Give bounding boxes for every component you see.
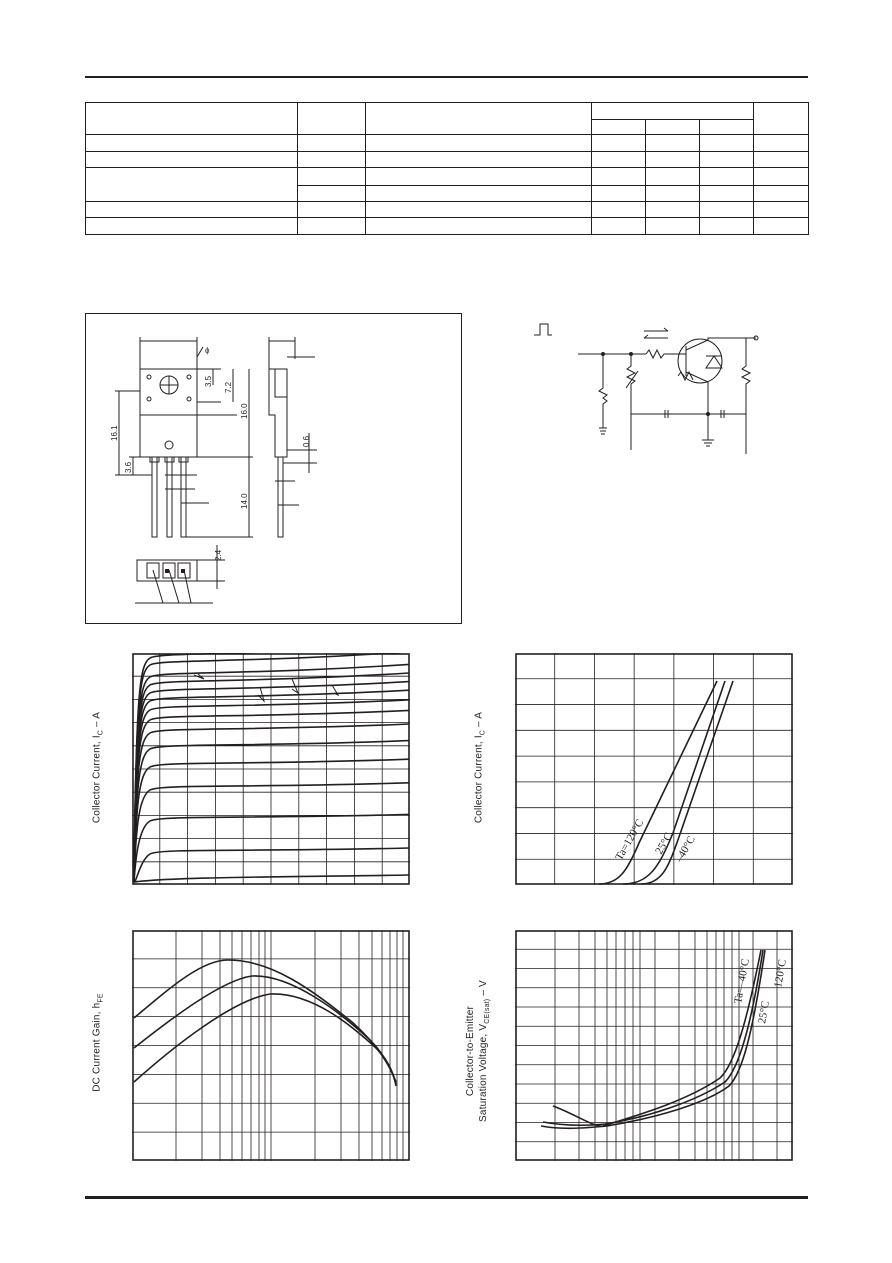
ic-curve — [134, 759, 409, 882]
table-header-row — [86, 103, 809, 120]
dim-3-5: 3.5 — [204, 375, 213, 387]
chart3-y-axis-label — [92, 983, 105, 1103]
bottom-rule — [85, 1196, 808, 1199]
top-rule — [85, 76, 808, 78]
dim-16-0: 16.0 — [240, 403, 249, 419]
chart3-ylabel-text: DC Current Gain, h — [91, 1002, 103, 1092]
chart4-y-axis-label — [464, 976, 494, 1126]
vcesat-curve-120 — [541, 950, 765, 1128]
chart-ic-vce — [132, 653, 410, 885]
chart4-ylabel-line1: Collector-to-Emitter — [465, 1005, 476, 1097]
chart4-ylabel-unit: – V — [478, 980, 489, 999]
chart2-ylabel-unit: – A — [473, 711, 485, 730]
chart1-ylabel-sub: C — [97, 729, 105, 736]
arrow-left-icon — [644, 335, 668, 338]
chart-hfe-ic — [132, 930, 410, 1161]
ic-curve — [134, 875, 409, 882]
arrow-right-icon — [644, 328, 668, 331]
collector-resistor — [742, 338, 750, 454]
ic-curve — [134, 724, 409, 882]
dim-0-6: 0.6 — [302, 435, 311, 447]
chart2-series-label-m40: –40°C — [673, 834, 698, 865]
ic-curve — [134, 783, 409, 882]
chart4-series-label-25: 25°C — [756, 1000, 772, 1025]
chart4-series-label-m40: Ta=–40°C — [732, 957, 752, 1005]
chart2-series-label-25: 25°C — [653, 830, 675, 857]
dim-16-1: 16.1 — [110, 425, 119, 441]
dim-14-0: 14.0 — [240, 493, 249, 509]
specifications-table — [85, 102, 809, 235]
dim-3-6: 3.6 — [124, 461, 133, 473]
chart-ic-vbe — [515, 653, 793, 885]
table-row — [86, 135, 809, 152]
base-resistor — [646, 350, 676, 358]
variable-resistor — [627, 354, 635, 396]
chart3-ylabel-sub: FE — [97, 993, 105, 1003]
dim-7-2: 7.2 — [224, 381, 233, 393]
chart4-ylabel-sub: CE(sat) — [484, 998, 491, 1024]
chart2-ylabel-text: Collector Current, I — [473, 735, 485, 824]
dim-phi: ϕ — [205, 346, 210, 355]
table-row — [86, 168, 809, 185]
table-row — [86, 201, 809, 217]
chart2-y-axis-label — [474, 698, 487, 838]
ic-curve — [134, 700, 409, 882]
test-circuit-diagram — [528, 316, 788, 456]
chart2-series-label-120: Ta=120°C — [613, 817, 647, 863]
package-outline-drawing — [85, 313, 462, 624]
chart4-series-label-120: 120°C — [772, 958, 789, 989]
vcesat-curve-25 — [543, 950, 763, 1125]
chart4-ylabel-line2: Saturation Voltage, V — [478, 1023, 489, 1122]
table-row — [86, 152, 809, 168]
pulse-icon — [534, 324, 552, 335]
input-resistor — [599, 354, 607, 428]
vcesat-curve-m40 — [553, 950, 761, 1126]
chart1-ylabel-unit: – A — [91, 711, 103, 730]
table-row — [86, 217, 809, 234]
dim-2-4: 2.4 — [214, 549, 223, 561]
ic-curve — [134, 710, 409, 882]
chart1-ylabel-text: Collector Current, I — [91, 735, 103, 824]
chart2-ylabel-sub: C — [479, 729, 487, 736]
chart1-y-axis-label — [92, 698, 105, 838]
chart-vcesat-ic — [515, 930, 793, 1161]
